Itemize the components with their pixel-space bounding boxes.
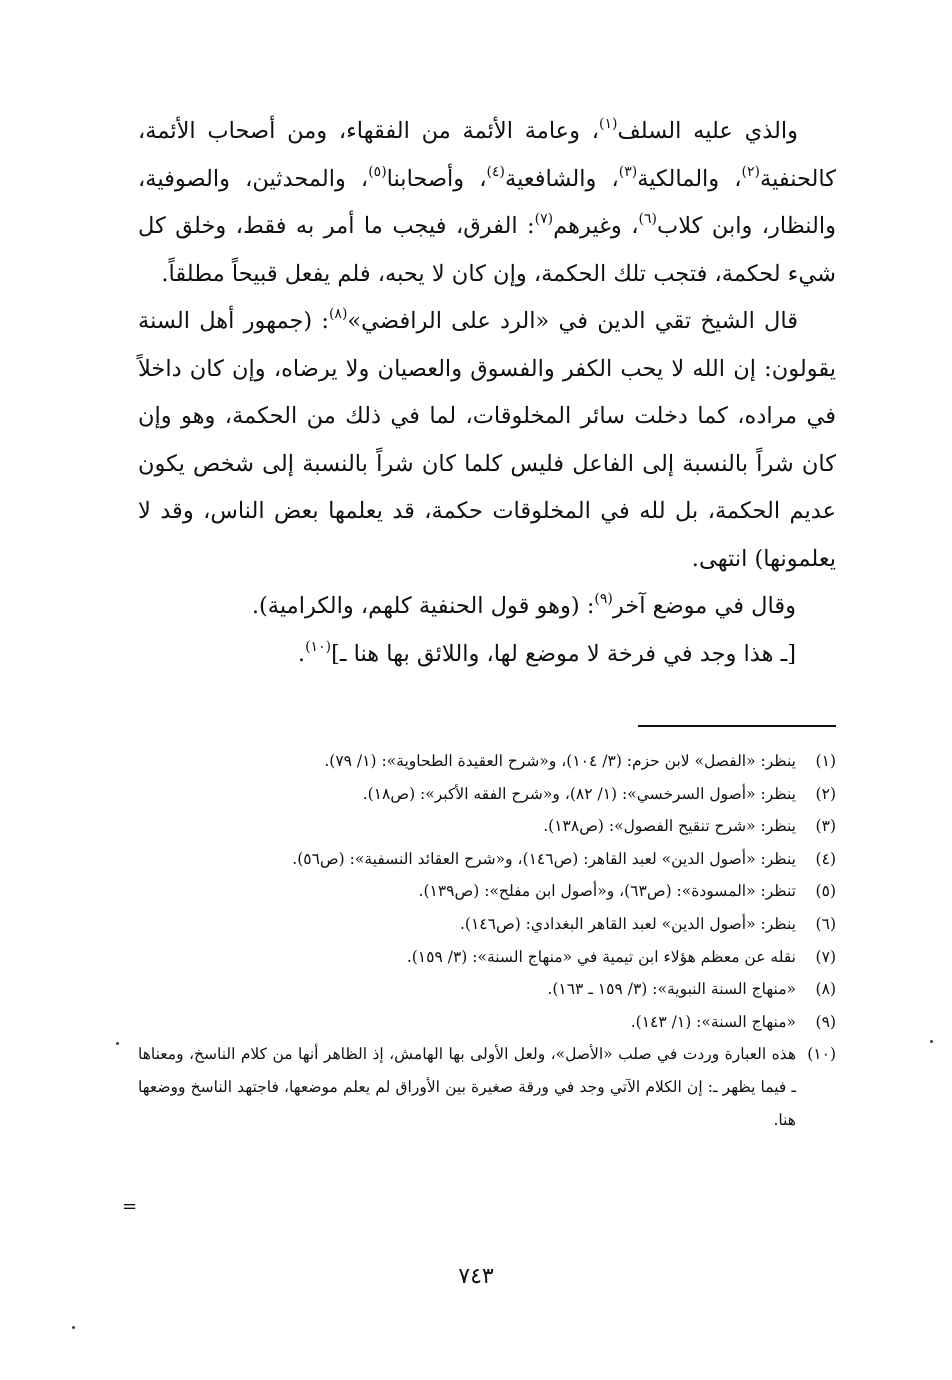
text-run: : الفرق، فيجب ما أمر به فقط، وخلق كل شيء لحكمة، فتجب تلك الحكمة، وإن كان لا يحبه، فلم يفعل قبيحاً مطلقاً.	[138, 213, 836, 287]
footnote-ref-10: (١٠)	[305, 638, 332, 655]
footnote-text: ينظر: «شرح تنقيح الفصول»: (ص١٣٨).	[543, 817, 796, 836]
footnote-text: «منهاج السنة النبوية»: (٣/ ١٥٩ ـ ١٦٣).	[547, 980, 796, 999]
footnote	[138, 973, 836, 1006]
text-run: : (جمهور أهل السنة يقولون: إن الله لا يحب الكفر والفسوق والعصيان ولا يرضاه، وإن كان داخلاً في مراده، كما دخلت سائر المخلوقات، لما في ذلك من الحكمة، وهو وإن كان شراً بالنسبة إلى الفاعل فليس كلما كان شراً بالنسبة إلى شخص يكون عديم الحكمة، بل لله في المخلوقات حكمة، قد يعلمها بعض الناس، وقد لا يعلمونها) انتهى.	[138, 308, 836, 572]
text-run: ، وعامة الأئمة من الفقهاء، ومن أصحاب الأئمة، كالحنفية	[138, 118, 836, 192]
footnote-number: (٦)	[815, 914, 836, 933]
continuation-mark: =	[122, 1196, 138, 1217]
scan-speck	[72, 1326, 75, 1329]
footnote-number: (٣)	[815, 817, 836, 836]
paragraph-2	[138, 298, 836, 583]
footnote-ref-5: (٥)	[368, 163, 387, 180]
footnote	[138, 810, 836, 843]
paragraph-3	[138, 583, 836, 631]
footnote-ref-3: (٣)	[618, 163, 638, 180]
footnote	[138, 1038, 836, 1136]
footnote-number: (١)	[815, 752, 836, 770]
scan-speck	[116, 1042, 119, 1045]
paragraph-4	[138, 631, 836, 679]
footnote-ref-9: (٩)	[594, 591, 613, 607]
text-run: .	[297, 640, 306, 667]
footnote	[138, 908, 836, 941]
footnote-text: ينظر: «أصول السرخسي»: (١/ ٨٢)، و«شرح الفقه الأكبر»: (ص١٨).	[362, 784, 796, 803]
text-run: : (وهو قول الحنفية كلهم، والكرامية).	[251, 593, 595, 619]
page-content	[138, 108, 836, 1136]
footnote-ref-8: (٨)	[328, 306, 348, 322]
text-run: وقال في موضع آخر	[612, 593, 796, 619]
footnote	[138, 778, 836, 811]
paragraph-1	[138, 108, 836, 298]
text-run: ، والمحدثين، والصوفية، والنظار، وابن كلاب	[138, 165, 837, 239]
footnote-ref-2: (٢)	[741, 163, 760, 180]
footnote-text: «منهاج السنة»: (١/ ١٤٣).	[630, 1012, 796, 1031]
footnote-number: (٨)	[815, 980, 836, 999]
footnote-text: هذه العبارة وردت في صلب «الأصل»، ولعل الأولى بها الهامش، إذ الظاهر أنها من كلام الناسخ، ومعناها ـ فيما يظهر ـ: إن الكلام الآتي وجد في ورقة صغيرة بين الأوراق لم يعلم موضعها، فاجتهد الناسخ ووضعها هنا.	[138, 1045, 796, 1129]
text-run: ، والشافعية	[505, 165, 619, 192]
text-run: [ـ هذا وجد في فرخة لا موضع لها، واللائق بها هنا ـ]	[331, 640, 796, 667]
footnote	[138, 875, 836, 908]
footnote-number: (٢)	[815, 784, 836, 803]
footnote-text: نقله عن معظم هؤلاء ابن تيمية في «منهاج السنة»: (٣/ ١٥٩).	[406, 947, 796, 966]
footnote-text: ينظر: «أصول الدين» لعبد القاهر البغدادي: (ص١٤٦).	[460, 914, 796, 933]
footnote	[138, 941, 836, 974]
footnote	[138, 843, 836, 876]
text-run: ، وغيرهم	[553, 213, 639, 239]
footnote-number: (٧)	[815, 947, 836, 966]
text-run: ، والمالكية	[637, 165, 742, 192]
footnote-number: (١٠)	[807, 1045, 836, 1064]
text-run: والذي عليه السلف	[617, 118, 799, 144]
footnotes	[138, 745, 836, 1136]
footnote-number: (٤)	[815, 849, 836, 868]
footnote-separator	[638, 725, 836, 727]
footnote-text: ينظر: «أصول الدين» لعبد القاهر: (ص١٤٦)، و«شرح العقائد النسفية»: (ص٥٦).	[292, 849, 796, 868]
scan-speck	[930, 1040, 933, 1043]
footnote-ref-1: (١)	[598, 116, 618, 132]
footnote-text: ينظر: «الفصل» لابن حزم: (٣/ ١٠٤)، و«شرح العقيدة الطحاوية»: (١/ ٧٩).	[324, 752, 796, 770]
footnote-text: تنظر: «المسودة»: (ص٦٣)، و«أصول ابن مفلح»: (ص١٣٩).	[418, 882, 796, 901]
footnote-ref-7: (٧)	[534, 211, 554, 227]
footnote-number: (٥)	[815, 882, 836, 901]
footnote	[138, 1006, 836, 1039]
main-text	[138, 108, 836, 678]
text-run: ، وأصحابنا	[386, 165, 487, 192]
footnote-ref-4: (٤)	[486, 163, 505, 180]
text-run: قال الشيخ تقي الدين في «الرد على الرافضي»	[347, 308, 798, 334]
page-number: ٧٤٣	[458, 1264, 494, 1289]
footnote-number: (٩)	[815, 1012, 836, 1031]
footnote-ref-6: (٦)	[638, 211, 658, 227]
footnote	[138, 745, 836, 778]
